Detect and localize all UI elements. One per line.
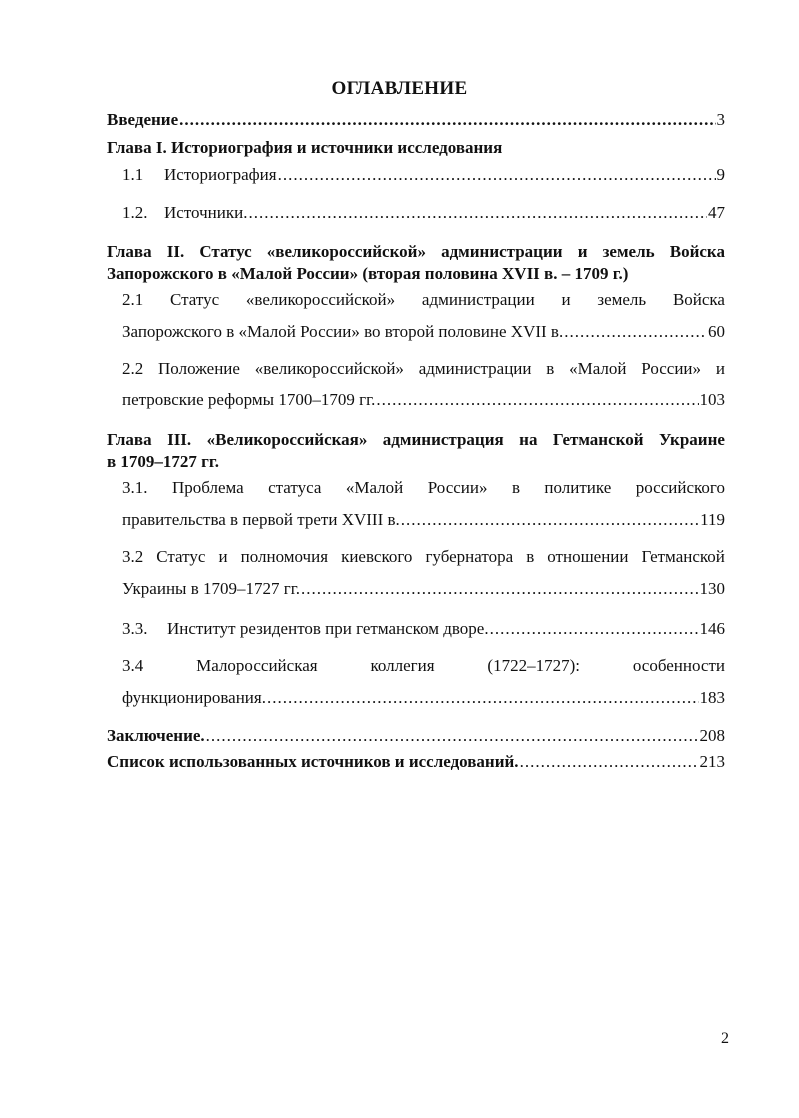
word: киевского — [341, 547, 413, 566]
toc-entry-page: 208 — [699, 726, 725, 745]
toc-entry-number: 1.1 — [122, 165, 144, 184]
toc-entry-2-1-line1[interactable] — [122, 290, 725, 310]
word: Проблема — [171, 478, 244, 497]
word: 2.2 — [122, 359, 144, 378]
word: Гетманской — [641, 547, 725, 566]
word: и — [715, 359, 725, 378]
word: Гетманской — [552, 430, 644, 449]
leader-dots — [520, 752, 699, 772]
leader-dots — [490, 619, 699, 639]
word: администрации — [418, 359, 532, 378]
toc-entry-3-4-line1[interactable] — [122, 656, 725, 676]
toc-entry-3-1-line2[interactable] — [122, 510, 725, 530]
toc-entry-conclusion[interactable] — [107, 726, 725, 746]
word: статуса — [268, 478, 322, 497]
toc-entry-page: 213 — [699, 752, 725, 771]
toc-entry-1-1[interactable] — [122, 165, 725, 185]
word: российского — [635, 478, 725, 497]
toc-chapter-3-title-line2[interactable]: в 1709–1727 гг. — [107, 452, 219, 471]
word: особенности — [632, 656, 725, 675]
word: в — [511, 478, 520, 497]
toc-entry-2-2-line1[interactable] — [122, 359, 725, 379]
word: администрации — [441, 242, 563, 261]
toc-entry-2-1-line2[interactable] — [122, 322, 725, 342]
word: коллегия — [370, 656, 435, 675]
word: Войска — [672, 290, 725, 309]
word: политике — [544, 478, 612, 497]
toc-entry-number: 1.2. — [122, 203, 148, 222]
toc-entry-label: Институт резидентов при гетманском дворе. — [167, 619, 489, 638]
toc-entry-label: Заключение. — [107, 726, 205, 745]
leader-dots — [267, 688, 699, 708]
word: полномочия — [240, 547, 329, 566]
word: «великороссийской» — [245, 290, 396, 309]
toc-entry-1-2[interactable] — [122, 203, 725, 223]
leader-dots — [376, 390, 698, 410]
toc-chapter-1-title[interactable]: Глава I. Историография и источники исследования — [107, 138, 503, 157]
word: России» — [427, 478, 488, 497]
word: «Великороссийская» — [206, 430, 368, 449]
toc-entry-label: Источники. — [164, 203, 248, 222]
toc-entry-page: 146 — [699, 619, 725, 638]
toc-entry-label: Историография — [164, 165, 277, 184]
toc-entry-label: функционирования. — [122, 688, 266, 707]
leader-dots — [206, 726, 699, 746]
toc-chapter-3-title-line1[interactable] — [107, 430, 725, 450]
toc-entry-page: 60 — [708, 322, 725, 341]
toc-entry-page: 9 — [716, 165, 725, 184]
toc-entry-2-2-line2[interactable] — [122, 390, 725, 410]
toc-entry-page: 47 — [708, 203, 725, 222]
word: 3.1. — [122, 478, 148, 497]
page-number: 2 — [721, 1030, 729, 1047]
word: администрации — [421, 290, 535, 309]
word: земель — [597, 290, 647, 309]
toc-entry-label: Украины в 1709–1727 гг. — [122, 579, 301, 598]
word: Войска — [669, 242, 725, 261]
word: Украине — [658, 430, 725, 449]
word: земель — [602, 242, 655, 261]
toc-entry-label: правительства в первой трети XVIII в. — [122, 510, 400, 529]
toc-entry-3-3[interactable] — [122, 619, 725, 639]
word: Статус — [199, 242, 252, 261]
toc-entry-3-4-line2[interactable] — [122, 688, 725, 708]
toc-entry-3-1-line1[interactable] — [122, 478, 725, 498]
word: Малороссийская — [196, 656, 318, 675]
word: 2.1 — [122, 290, 144, 309]
toc-chapter-2-title-line1[interactable] — [107, 242, 725, 262]
word: «великороссийской» — [254, 359, 404, 378]
toc-chapter-2-title-line2[interactable]: Запорожского в «Малой России» (вторая половина XVII в. – 1709 г.) — [107, 264, 629, 283]
leader-dots — [301, 579, 698, 599]
toc-entry-number: 3.3. — [122, 619, 148, 638]
word: на — [519, 430, 538, 449]
word: Глава — [107, 430, 152, 449]
toc-entry-label: Введение — [107, 110, 179, 129]
word: «великороссийской» — [266, 242, 426, 261]
word: России» — [641, 359, 702, 378]
word: Положение — [158, 359, 240, 378]
toc-entry-page: 103 — [699, 390, 725, 409]
word: (1722–1727): — [487, 656, 580, 675]
word: губернатора — [425, 547, 514, 566]
toc-entry-label: Запорожского в «Малой России» во второй половине XVII в. — [122, 322, 564, 341]
word: Статус — [156, 547, 206, 566]
word: Статус — [170, 290, 220, 309]
toc-entry-3-2-line2[interactable] — [122, 579, 725, 599]
word: II. — [166, 242, 185, 261]
word: в — [526, 547, 535, 566]
toc-entry-3-2-line1[interactable] — [122, 547, 725, 567]
word: и — [577, 242, 588, 261]
toc-entry-references[interactable] — [107, 752, 725, 772]
toc-entry-label: Список использованных источников и исследований. — [107, 752, 519, 771]
word: «Малой — [345, 478, 404, 497]
word: администрация — [382, 430, 504, 449]
leader-dots — [248, 203, 707, 223]
toc-entry-label: петровские реформы 1700–1709 гг. — [122, 390, 376, 409]
toc-entry-intro[interactable] — [107, 110, 725, 130]
leader-dots — [179, 110, 715, 130]
word: 3.2 — [122, 547, 144, 566]
toc-entry-page: 183 — [699, 688, 725, 707]
toc-entry-page: 130 — [699, 579, 725, 598]
word: Глава — [107, 242, 152, 261]
word: 3.4 — [122, 656, 144, 675]
toc-entry-page: 119 — [700, 510, 725, 529]
toc-title: ОГЛАВЛЕНИЕ — [331, 78, 468, 99]
toc-entry-page: 3 — [716, 110, 725, 129]
leader-dots — [564, 322, 707, 342]
word: отношении — [547, 547, 629, 566]
word: в — [546, 359, 555, 378]
word: и — [561, 290, 571, 309]
word: «Малой — [569, 359, 627, 378]
leader-dots — [401, 510, 699, 530]
word: III. — [167, 430, 192, 449]
leader-dots — [278, 165, 716, 185]
word: и — [218, 547, 228, 566]
